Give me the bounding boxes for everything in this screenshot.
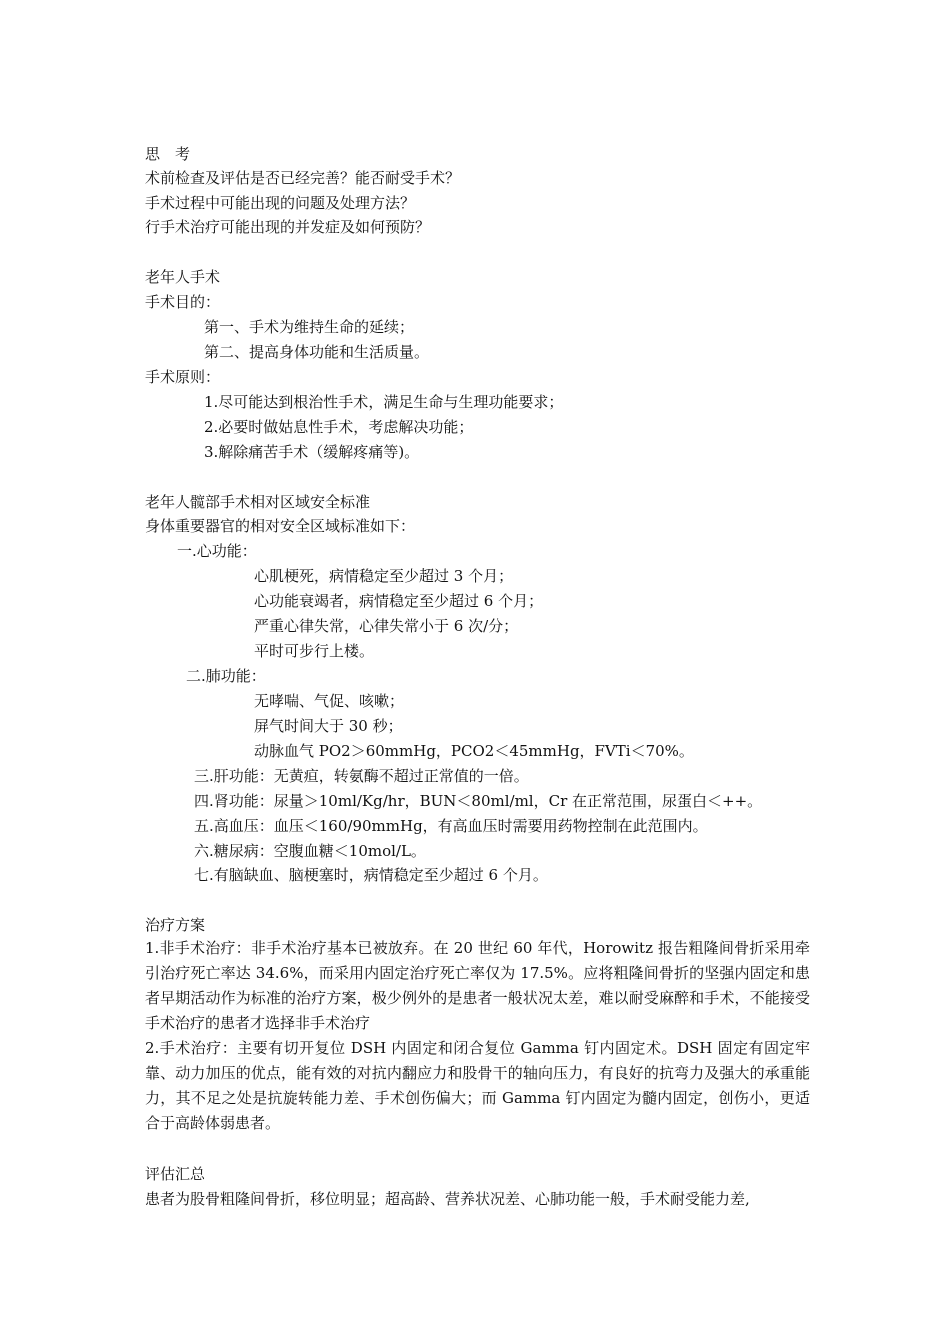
heart-function-item: 心功能衰竭者，病情稳定至少超过 6 个月；	[254, 592, 544, 610]
heart-function-item: 平时可步行上楼。	[254, 642, 375, 660]
lung-function-item: 无哮喘、气促、咳嗽；	[254, 692, 405, 710]
thinking-question: 术前检查及评估是否已经完善？能否耐受手术？	[145, 169, 461, 187]
thinking-question: 手术过程中可能出现的问题及处理方法？	[145, 194, 416, 212]
safety-intro: 身体重要器官的相对安全区域标准如下：	[145, 517, 416, 535]
surgery-purpose-item: 第一、手术为维持生命的延续；	[204, 318, 415, 336]
safety-title: 老年人髋部手术相对区域安全标准	[145, 493, 371, 511]
surgery-principle-item: 1.尽可能达到根治性手术，满足生命与生理功能要求；	[204, 393, 564, 411]
thinking-question: 行手术治疗可能出现的并发症及如何预防？	[145, 218, 431, 236]
lung-function-label: 二.肺功能：	[186, 667, 266, 685]
organ-standard-item: 四.肾功能：尿量＞10ml/Kg/hr，BUN＜80ml/ml，Cr 在正常范围，尿蛋白＜++。	[194, 792, 763, 810]
organ-standard-item: 六.糖尿病：空腹血糖＜10mol/L。	[194, 842, 426, 860]
heart-function-label: 一.心功能：	[177, 542, 257, 560]
treatment-surgical-paragraph: 2.手术治疗：主要有切开复位 DSH 内固定和闭合复位 Gamma 钉内固定术。DSH 固定有固定牢靠、动力加压的优点，能有效的对抗内翻应力和股骨干的轴向压力，有良好的抗弯力及强大的承重能力，其不足之处是抗旋转能力差、手术创伤偏大；而 Gamma 钉内固定为髓内固定，创伤小，更适合于高龄体弱患者。	[145, 1039, 810, 1132]
summary-text: 患者为股骨粗隆间骨折，移位明显；超高龄、营养状况差、心肺功能一般，手术耐受能力差,	[145, 1190, 750, 1208]
thinking-title: 思 考	[145, 145, 191, 163]
summary-title: 评估汇总	[145, 1165, 206, 1183]
organ-standard-item: 三.肝功能：无黄疸，转氨酶不超过正常值的一倍。	[194, 767, 529, 785]
surgery-principle-item: 3.解除痛苦手术（缓解疼痛等)。	[204, 443, 420, 461]
heart-function-item: 心肌梗死，病情稳定至少超过 3 个月；	[254, 567, 514, 585]
treatment-nonsurgical-paragraph: 1.非手术治疗：非手术治疗基本已被放弃。在 20 世纪 60 年代，Horowitz 报告粗隆间骨折采用牵引治疗死亡率达 34.6%，而采用内固定治疗死亡率仅为 17.5%。应将粗隆间骨折的坚强内固定和患者早期活动作为标准的治疗方案，极少例外的是患者一般状况太差，难以耐受麻醉和手术，不能接受手术治疗的患者才选择非手术治疗	[145, 939, 810, 1032]
lung-function-item: 动脉血气 PO2＞60mmHg，PCO2＜45mmHg，FVTi＜70%。	[254, 742, 694, 760]
elderly-surgery-title: 老年人手术	[145, 268, 221, 286]
surgery-purpose-label: 手术目的：	[145, 293, 221, 311]
surgery-principle-label: 手术原则：	[145, 368, 221, 386]
heart-function-item: 严重心律失常，心律失常小于 6 次/分；	[254, 617, 519, 635]
organ-standard-item: 五.高血压：血压＜160/90mmHg，有高血压时需要用药物控制在此范围内。	[194, 817, 708, 835]
treatment-title: 治疗方案	[145, 916, 206, 934]
organ-standard-item: 七.有脑缺血、脑梗塞时，病情稳定至少超过 6 个月。	[194, 866, 548, 884]
lung-function-item: 屏气时间大于 30 秒；	[254, 717, 403, 735]
surgery-purpose-item: 第二、提高身体功能和生活质量。	[204, 343, 430, 361]
surgery-principle-item: 2.必要时做姑息性手术，考虑解决功能；	[204, 418, 474, 436]
